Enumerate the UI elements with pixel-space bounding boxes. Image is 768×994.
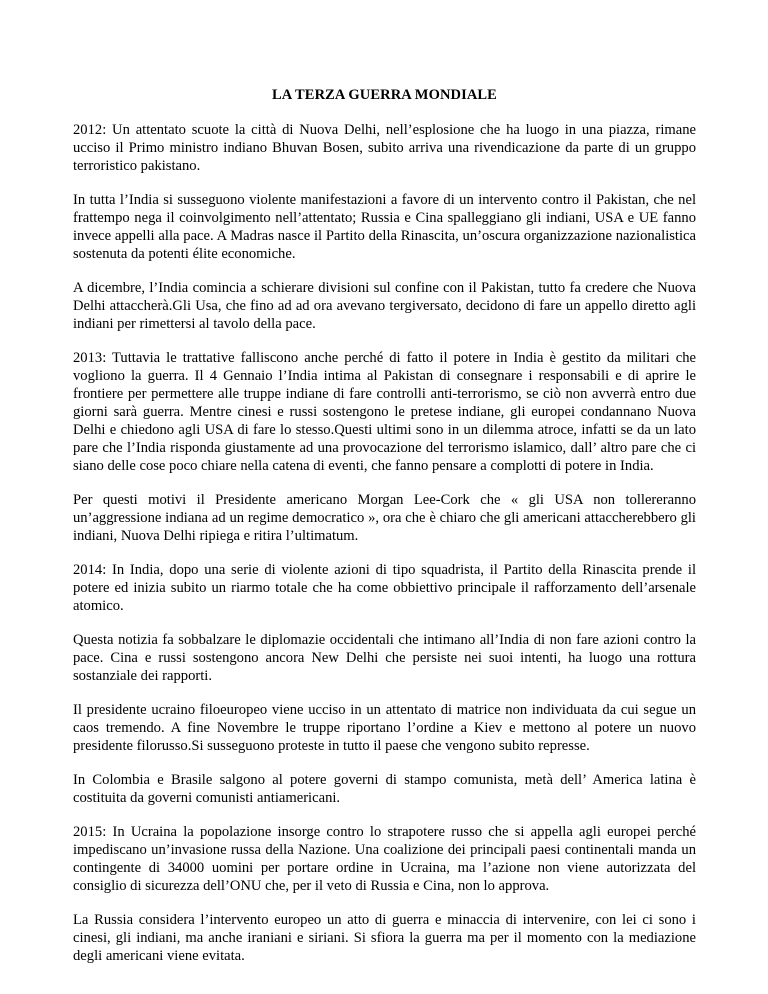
paragraph-diplomazie: Questa notizia fa sobbalzare le diplomazie occidentali che intimano all’India di non fare azioni contro la pace. Cina e russi sostengono ancora New Delhi che persiste nei suoi intenti, ha luogo una rottura sostanziale dei rapporti. — [73, 632, 696, 684]
paragraph-2014-india: 2014: In India, dopo una serie di violente azioni di tipo squadrista, il Partito della Rinascita prende il potere ed inizia subito un riarmo totale che ha come obbiettivo principale il rafforzamento dell’arsenale atomico. — [73, 562, 696, 614]
paragraph-dicembre: A dicembre, l’India comincia a schierare divisioni sul confine con il Pakistan, tutto fa credere che Nuova Delhi attaccherà.Gli Usa, che fino ad ad ora avevano tergiversato, decidono di fare un appello diretto agli indiani per rimettersi al tavolo della pace. — [73, 280, 696, 332]
paragraph-russia: La Russia considera l’intervento europeo un atto di guerra e minaccia di intervenire, con lei ci sono i cinesi, gli indiani, ma anche iraniani e siriani. Si sfiora la guerra ma per il momento con la mediazione degli americani viene evitata. — [73, 912, 696, 964]
paragraph-america-latina: In Colombia e Brasile salgono al potere governi di stampo comunista, metà dell’ America latina è costituita da governi comunisti antiamericani. — [73, 772, 696, 806]
paragraph-ucraina-presidente: Il presidente ucraino filoeuropeo viene ucciso in un attentato di matrice non individuata da cui segue un caos tremendo. A fine Novembre le truppe riportano l’ordine a Kiev e mettono al potere un nuovo presidente filorusso.Si susseguono proteste in tutto il paese che vengono subito represse. — [73, 702, 696, 754]
paragraph-manifestazioni: In tutta l’India si susseguono violente manifestazioni a favore di un intervento contro il Pakistan, che nel frattempo nega il coinvolgimento nell’attentato; Russia e Cina spalleggiano gli indiani, USA e UE fanno invece appelli alla pace. A Madras nasce il Partito della Rinascita, un’oscura organizzazione nazionalistica sostenuta da potenti élite economiche. — [73, 192, 696, 262]
paragraph-2012-attentato: 2012: Un attentato scuote la città di Nuova Delhi, nell’esplosione che ha luogo in una piazza, rimane ucciso il Primo ministro indiano Bhuvan Bosen, subito arriva una rivendicazione da parte di un gruppo terroristico pakistano. — [73, 122, 696, 174]
paragraph-2015-ucraina: 2015: In Ucraina la popolazione insorge contro lo strapotere russo che si appella agli europei perché impediscano un’invasione russa della Nazione. Una coalizione dei principali paesi continentali manda un contingente di 34000 uomini per portare ordine in Ucraina, ma l’azione non viene autorizzata del consiglio di sicurezza dell’ONU che, per il veto di Russia e Cina, non lo approva. — [73, 824, 696, 894]
document-title: LA TERZA GUERRA MONDIALE — [272, 87, 497, 103]
paragraph-presidente-americano: Per questi motivi il Presidente americano Morgan Lee-Cork che « gli USA non tollereranno un’aggressione indiana ad un regime democratico », ora che è chiaro che gli americani attaccherebbero gli indiani, Nuova Delhi ripiega e ritira l’ultimatum. — [73, 492, 696, 544]
paragraph-2013-trattative: 2013: Tuttavia le trattative falliscono anche perché di fatto il potere in India è gestito da militari che vogliono la guerra. Il 4 Gennaio l’India intima al Pakistan di consegnare i responsabili e di aprire le frontiere per permettere alle truppe indiane di fare controlli anti-terrorismo, se ciò non avverrà entro due giorni sarà guerra. Mentre cinesi e russi sostengono le pretese indiane, gli europei condannano Nuova Delhi e chiedono agli USA di fare lo stesso.Questi ultimi sono in un dilemma atroce, infatti se da un lato pare che l’India risponda giustamente ad una provocazione del terrorismo islamico, dall’ altro pare che ci siano delle cose poco chiare nella catena di eventi, che fanno pensare a complotti di potere in India. — [73, 350, 696, 474]
